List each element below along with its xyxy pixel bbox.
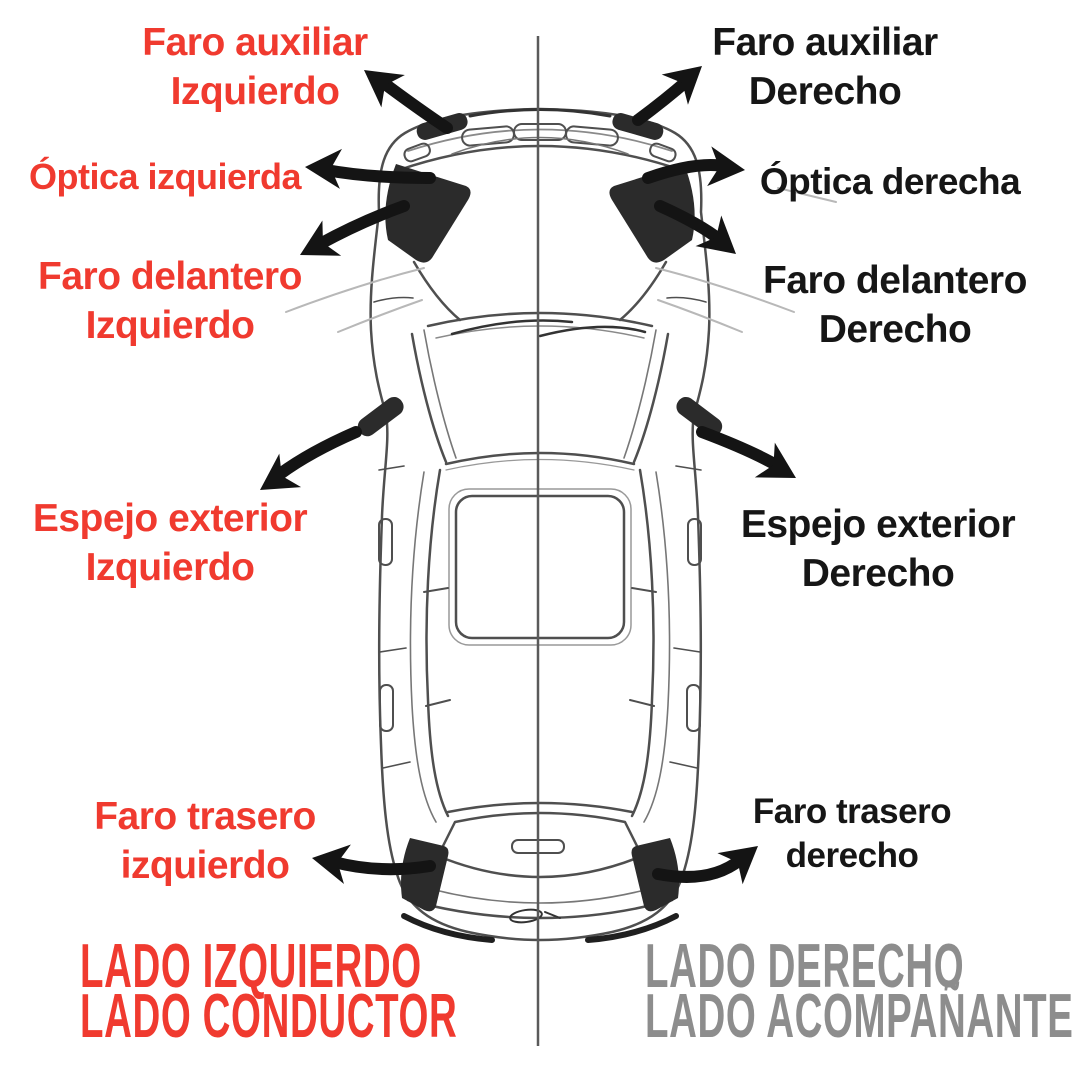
mirror-left-shape [354,393,407,439]
label-line: Faro delantero [763,259,1027,302]
label-line: Faro delantero [38,255,302,298]
label-line: Faro trasero [752,792,952,831]
a-pillar-left-inner [424,330,456,458]
label-faro-delantero-derecho [710,256,1080,354]
roof-front-arc2 [446,460,634,471]
label-line: Óptica izquierda [28,156,302,197]
fender-cut-left [374,298,413,303]
footer-line: LADO IZQUIERDO [80,932,422,1001]
fender-cut-right [667,298,706,303]
footer-line: LADO ACOMPAÑANTE [645,982,1074,1051]
label-line: Izquierdo [85,546,255,589]
highlighted-parts [354,111,726,911]
footer-line: LADO CONDUCTOR [80,982,458,1051]
label-espejo-exterior-izquierdo [0,494,350,592]
vent-left [403,142,432,163]
label-line: derecho [785,836,919,875]
roof-front-arc [446,453,634,464]
door-cuts-right [670,466,701,768]
label-line: Espejo exterior [740,503,1016,546]
label-faro-auxiliar-izquierdo [55,18,455,116]
sunroof-outer [449,489,631,645]
taillight-left-shape [401,838,449,911]
front-bumper-line [399,146,681,170]
door-handle-left-rear [380,685,393,731]
label-line: izquierdo [120,844,290,887]
label-faro-delantero-izquierdo [0,252,350,350]
arrow-espejo-exterior-derecho [702,432,806,495]
footer-lado-izquierdo [80,932,458,1051]
trunk-line [420,886,660,903]
cabin-line-left [427,470,449,816]
cabin-line-right [632,470,654,816]
label-optica-derecha [705,157,1075,206]
arrow-optica-izquierda [304,147,430,189]
label-line: Faro auxiliar [142,21,368,64]
label-line: Derecho [748,70,902,113]
label-line: Derecho [801,552,955,595]
sunroof [456,496,624,638]
hood-crease-right [620,262,666,320]
label-faro-trasero-izquierdo [25,792,385,890]
label-line: Faro auxiliar [712,21,938,64]
door-cuts-left [379,466,410,768]
label-optica-izquierda [15,152,315,201]
label-line: Óptica derecha [759,161,1021,202]
label-line: Izquierdo [170,70,340,113]
footer-line: LADO DERECHO [645,932,965,1001]
door-handle-right-rear [687,685,700,731]
label-faro-auxiliar-derecho [625,18,1025,116]
label-line: Espejo exterior [32,497,308,540]
label-espejo-exterior-derecho [698,500,1058,598]
label-line: Izquierdo [85,304,255,347]
a-pillar-right-inner [624,330,656,458]
vent-right [648,142,677,163]
roof-rear-arc [448,803,632,812]
label-faro-trasero-derecho [672,790,1032,878]
label-line: Derecho [818,308,972,351]
hood-crease-left [414,262,460,320]
footer-lado-derecho [645,932,1074,1051]
label-line: Faro trasero [94,795,316,838]
